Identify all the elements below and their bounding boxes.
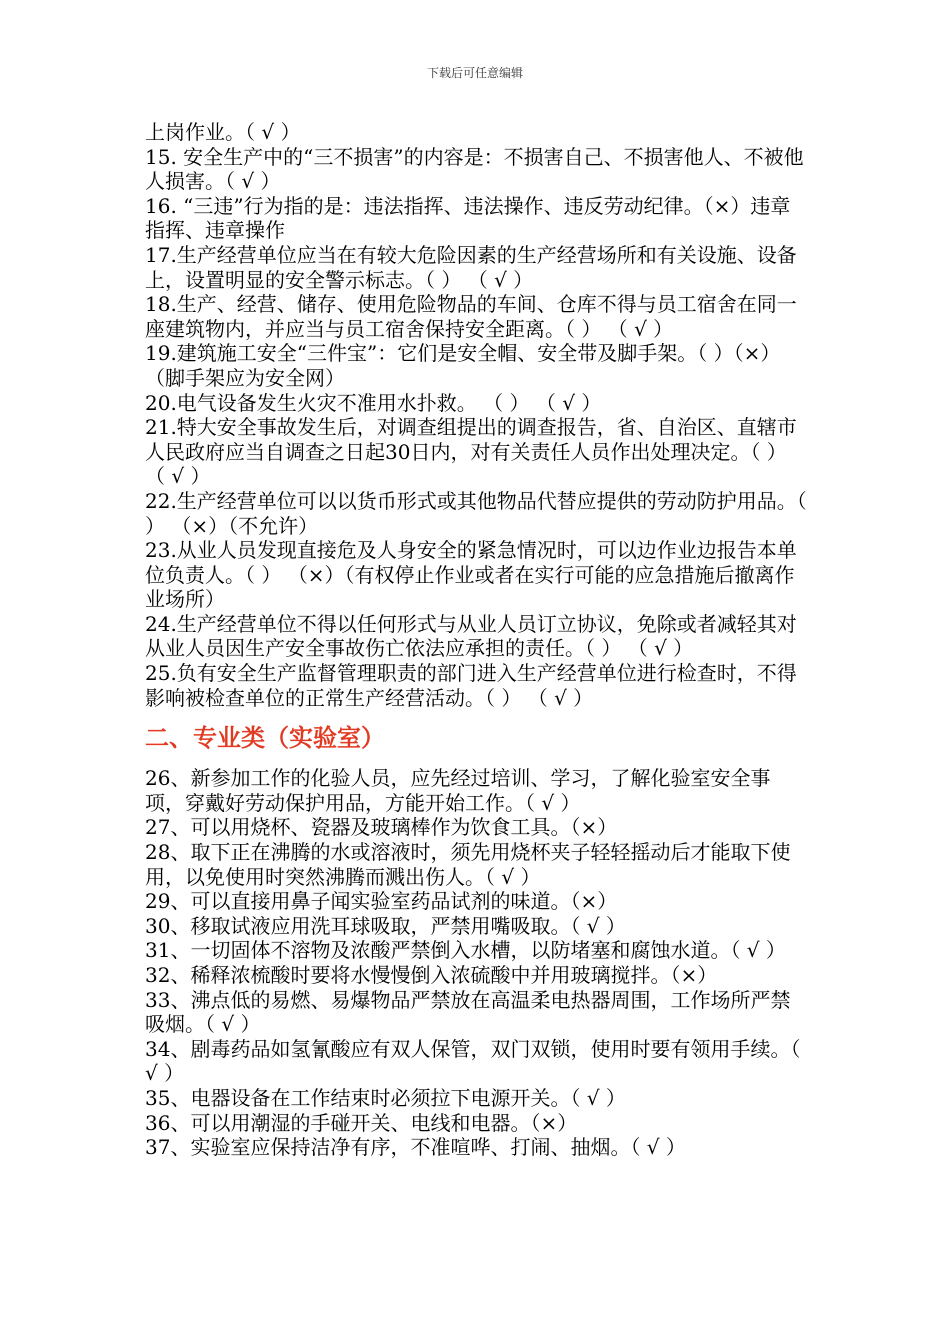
question-37: 37、实验室应保持洁净有序，不准喧哗、打闹、抽烟。（ √ ）	[145, 1135, 686, 1160]
general-questions	[145, 120, 814, 710]
question-26: 26、新参加工作的化验人员，应先经过培训、学习，了解化验室安全事项，穿戴好劳动保护用品，方能开始工作。（ √ ）	[145, 766, 771, 815]
question-33: 33、沸点低的易燃、易爆物品严禁放在高温柔电热器周围，工作场所严禁吸烟。（ √ ）	[145, 987, 791, 1037]
question-line: 上岗作业。（ √ ）	[145, 120, 301, 144]
question-35: 35、电器设备在工作结束时必须拉下电源开关。（ √ ）	[145, 1085, 626, 1110]
question-18: 18.生产、经营、储存、使用危险物品的车间、仓库不得与员工宿舍在同一座建筑物内，并应当与员工宿舍保持安全距离。（ ） （ √ ）	[145, 292, 797, 341]
question-24: 24.生产经营单位不得以任何形式与从业人员订立协议，免除或者减轻其对从业人员因生产安全事故伤亡依法应承担的责任。（ ） （ √ ）	[145, 611, 797, 661]
question-30: 30、移取试液应用洗耳球吸取，严禁用嘴吸取。（ √ ）	[145, 913, 626, 938]
lab-questions	[145, 766, 810, 1160]
section-heading: 二、专业类（实验室）	[145, 723, 385, 753]
question-29: 29、可以直接用鼻子闻实验室药品试剂的味道。（×）	[145, 889, 618, 914]
question-21: 21.特大安全事故发生后，对调查组提出的调查报告，省、自治区、直辖市人民政府应当自调查之日起30日内，对有关责任人员作出处理决定。（ ） （ √ ）	[145, 415, 797, 489]
question-34: 34、剧毒药品如氢氰酸应有双人保管，双门双锁，使用时要有领用手续。（ √ ）	[145, 1036, 807, 1086]
question-31: 31、一切固体不溶物及浓酸严禁倒入水槽，以防堵塞和腐蚀水道。（ √ ）	[145, 938, 786, 963]
question-22: 22.生产经营单位可以以货币形式或其他物品代替应提供的劳动防护用品。（ ） （×）（不允许）	[145, 488, 814, 538]
question-25: 25.负有安全生产监督管理职责的部门进入生产经营单位进行检查时，不得影响被检查单位的正常生产经营活动。（ ） （ √ ）	[145, 661, 797, 710]
question-27: 27、可以用烧杯、瓷器及玻璃棒作为饮食工具。（×）	[145, 815, 618, 840]
question-16: 16. “三违”行为指的是：违法指挥、违法操作、违反劳动纪律。（×）违章指挥、违章操作	[145, 193, 791, 243]
page-header: 下载后可任意编辑	[426, 66, 523, 80]
question-23: 23.从业人员发现直接危及人身安全的紧急情况时，可以边作业边报告本单位负责人。（ ） （×）（有权停止作业或者在实行可能的应急措施后撤离作业场所）	[145, 538, 797, 612]
question-15: 15. 安全生产中的“三不损害”的内容是：不损害自己、不损害他人、不被他人损害。（ √ ）	[145, 144, 804, 194]
question-17: 17.生产经营单位应当在有较大危险因素的生产经营场所和有关设施、设备上，设置明显的安全警示标志。（ ） （ √ ）	[145, 242, 797, 292]
question-28: 28、取下正在沸腾的水或溶液时，须先用烧杯夹子轻轻摇动后才能取下使用，以免使用时突然沸腾而溅出伤人。（ √ ）	[145, 840, 791, 889]
question-36: 36、可以用潮湿的手碰开关、电线和电器。（×）	[145, 1110, 578, 1135]
question-19: 19.建筑施工安全“三件宝”：它们是安全帽、安全带及脚手架。（ ）（×）（脚手架应为安全网）	[145, 341, 781, 390]
question-32: 32、稀释浓梳酸时要将水慢慢倒入浓硫酸中并用玻璃搅拌。（×）	[145, 963, 718, 987]
question-20: 20.电气设备发生火灾不准用水扑救。 （ ） （ √ ）	[145, 390, 602, 415]
document-body	[145, 120, 814, 1160]
